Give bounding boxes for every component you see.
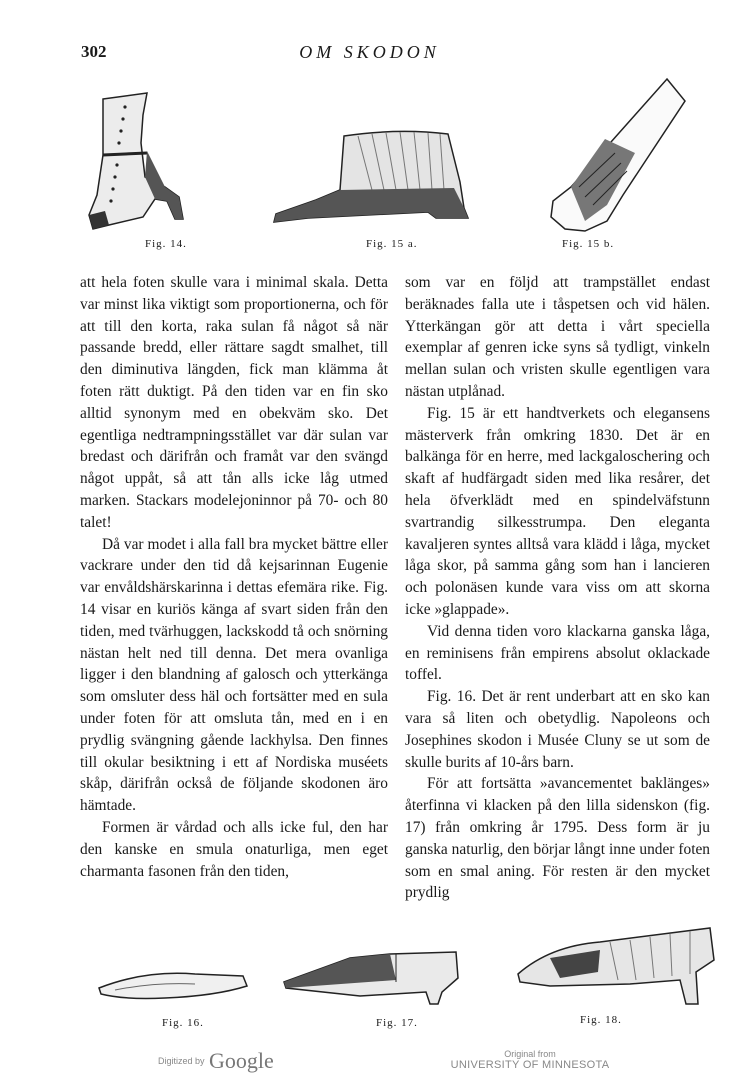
text-column-left [80,272,388,882]
paragraph: som var en följd att trampstället endast beräknades falla ute i tåspetsen och vid hälen. Ytterkängan gör att detta i vårt speciella exemplar af genren icke syns så tydligt, vinkeln mellan sulan och vristen skulle egentligen vara nästan utplånad. [405,274,710,400]
figure-17-silk-shoe [280,942,465,1008]
figure-15b-caption: Fig. 15 b. [562,238,615,250]
paragraph: Då var modet i alla fall bra mycket bättre eller vackrare under den tid då kejsarinnan Eugenie var envåldshärskarinna i dettas efemära rike. Fig. 14 visar en kuriös känga af svart siden från den tiden, med tvärhuggen, lackskodd tå och snörning nästan helt ned till denna. Det mera ovanliga ligger i den blandning af galosch och ytterkänga som omsluter dess häl och fortsätter med en sula under foten för att omsluta tån, med en i en prydlig svängning gående lackhylsa. Den finnes till okular besiktning i ett af Nordiska muséets skåp, därifrån också de följande skodonen äro hämtade. [80,535,388,815]
paragraph: Formen är vårdad och alls icke ful, den har den kanske en smula onaturliga, men eget charmanta fasonen från den tiden, [80,818,388,880]
paragraph: Fig. 16. Det är rent underbart att en sko kan vara så liten och obetydlig. Napoleons och Josephines skodon i Musée Cluny se ut som de skulle burits af 10-års barn. [405,688,710,771]
original-from-label: Original from [504,1049,556,1059]
figure-17-caption: Fig. 17. [376,1017,418,1029]
digitized-by-notice [158,1048,274,1074]
running-head: OM SKODON [299,42,440,62]
figure-16-caption: Fig. 16. [162,1017,204,1029]
digitized-by-label: Digitized by [158,1056,205,1066]
paragraph: Vid denna tiden voro klackarna ganska låga, en reminisens från empirens absolut oklackade toffel. [405,622,710,684]
figure-18-caption: Fig. 18. [580,1014,622,1026]
institution-name: UNIVERSITY OF MINNESOTA [450,1059,610,1071]
figure-18-shoe [510,920,722,1016]
text-column-right [405,272,710,904]
figure-14-shoe [85,85,200,235]
page-number: 302 [81,42,107,61]
provenance-notice [430,1049,630,1071]
paragraph: För att fortsätta »avancementet baklänges» återfinna vi klacken på den lilla sidenskon (fig. 17) från omkring år 1795. Dess form är ju ganska naturlig, den börjar långt inne under foten som en smal aning. För resten är den mycket prydlig [405,775,710,902]
figure-15a-caption: Fig. 15 a. [366,238,418,250]
figure-16-slipper [95,960,255,1010]
paragraph: Fig. 15 är ett handtverkets och elegansens mästerverk från omkring 1830. Det är en balkänga för en herre, med lackgaloschering och skaft af hudfärgadt siden med lika resårer, det hela öfverklädt med en spindelväfstunn svartrandig silkesstrumpa. Den eleganta kavaljeren syntes alltså vara klädd i låga, mycket låga skor, på samma gång som han i lancieren och polonäsen kunde vara viss om att skorna icke »glappade». [405,404,710,618]
figure-15b-upper [535,75,695,235]
paragraph: att hela foten skulle vara i minimal skala. Detta var minst lika viktigt som proportionerna, och för att till den korta, raka sulan få något så när passande bredd, eller rättare sagdt smalhet, till den diminutiva längden, fick man klämma åt foten rätt duktigt. På den tiden var en fin sko alltid synonym med en obekväm sko. Det egentliga nedtrampningsstället var där sulan var bredast och därifrån och framåt var den svängd något uppåt, så att tån alls icke låg utmed marken. Stackars modelejoninnor på 70- och 80 talet! [80,274,388,531]
google-wordmark: Google [208,1048,274,1073]
figure-14-caption: Fig. 14. [145,238,187,250]
figure-15a-boot [268,128,480,226]
